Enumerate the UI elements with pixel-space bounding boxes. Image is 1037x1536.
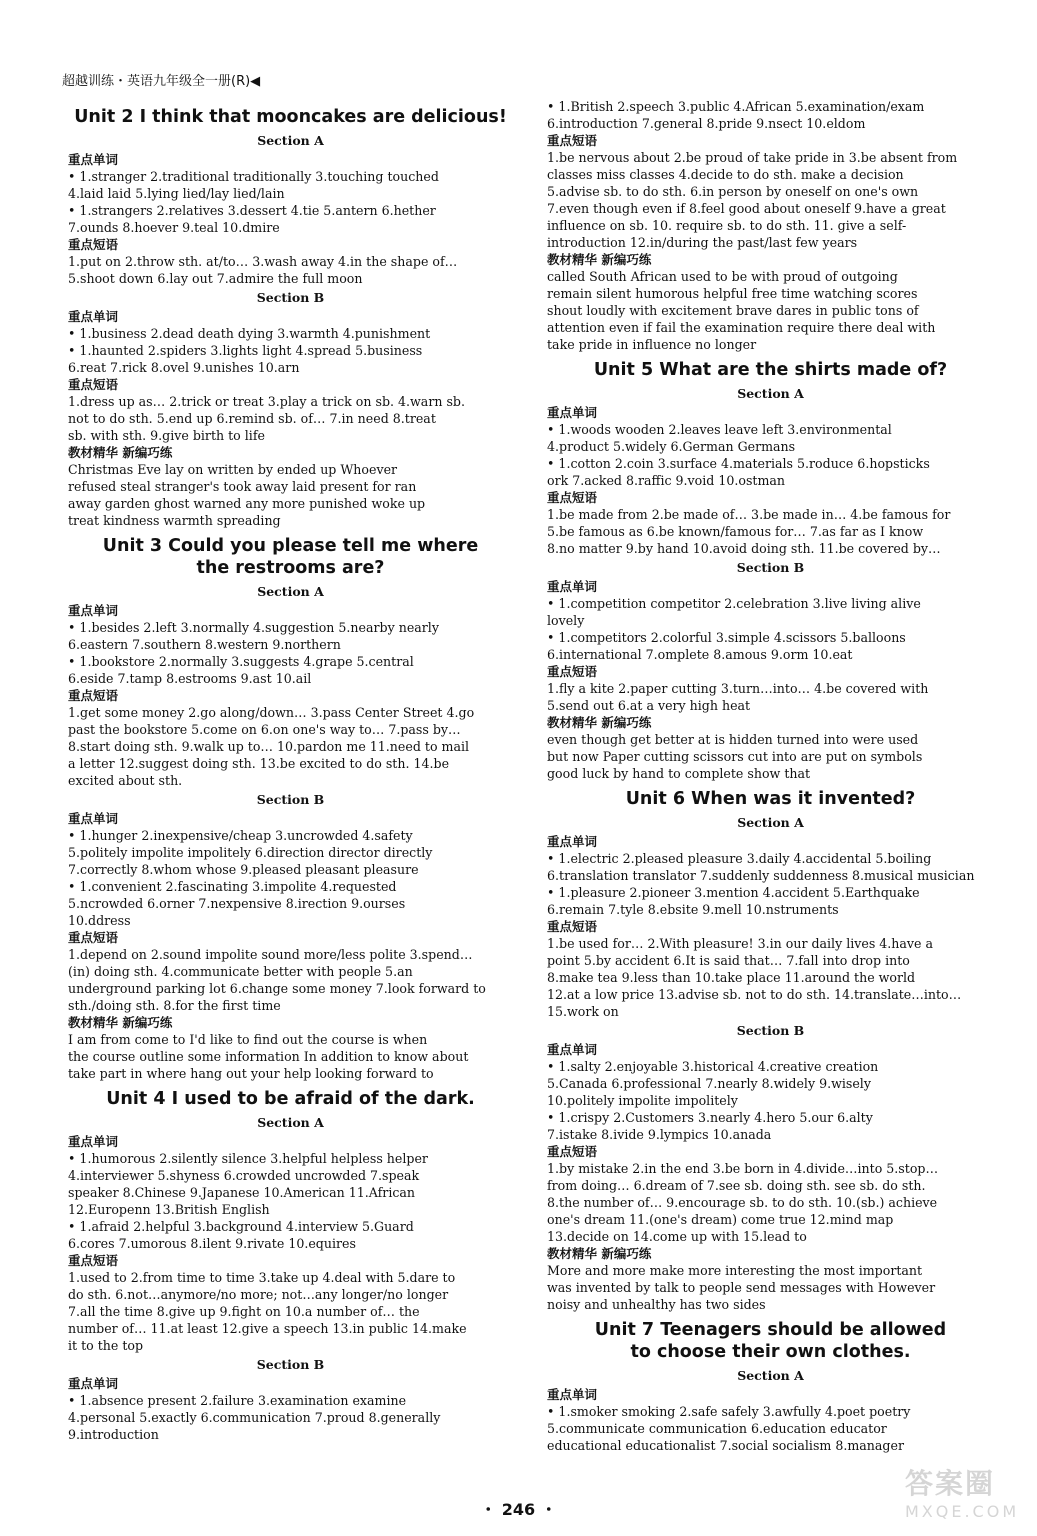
answer-line: (in) doing sth. 4.communicate better with people 5.an [68, 964, 413, 979]
answer-line: I am from come to I'd like to find out the course is when [68, 1032, 428, 1047]
answer-line: 8.no matter 9.by hand 10.avoid doing sth. 11.be covered by… [547, 541, 941, 556]
answer-line: sb. with sth. 9.give birth to life [68, 428, 265, 443]
answer-line: one's dream 11.(one's dream) come true 12.mind map [547, 1212, 894, 1227]
answer-line: 1.dress up as… 2.trick or treat 3.play a trick on sb. 4.warn sb. [68, 394, 465, 409]
answer-line: 5.politely impolite impolitely 6.direction director directly [68, 845, 433, 860]
answer-line: 8.start doing sth. 9.walk up to… 10.pardon me 11.need to mail [68, 739, 470, 754]
category-label: 重点短语 [547, 1144, 598, 1159]
answer-line: • 1.smoker smoking 2.safe safely 3.awfully 4.poet poetry [547, 1404, 911, 1419]
unit-title: Unit 6 When was it invented? [625, 789, 916, 809]
answer-line: underground parking lot 6.change some money 7.look forward to [68, 981, 486, 996]
answer-line: away garden ghost warned any more punished woke up [68, 496, 426, 511]
answer-line: 6.cores 7.umorous 8.ilent 9.rivate 10.equires [68, 1236, 356, 1251]
answer-line: 12.Europenn 13.British English [68, 1202, 270, 1217]
answer-line: 7.istake 8.ivide 9.lympics 10.anada [547, 1127, 772, 1142]
answer-line: 8.make tea 9.less than 10.take place 11.around the world [547, 970, 916, 985]
answer-line: excited about sth. [68, 773, 183, 788]
unit-title: Unit 3 Could you please tell me where the restrooms are? [102, 536, 479, 578]
answer-line: past the bookstore 5.come on 6.on one's way to… 7.pass by… [68, 722, 461, 737]
answer-line: 10.politely impolite impolitely [547, 1093, 738, 1108]
watermark-top: 答案圈 [905, 1467, 996, 1500]
answer-line: educational educationalist 7.social socialism 8.manager [547, 1438, 904, 1453]
section-title: Section A [737, 815, 804, 830]
section-title: Section A [737, 1368, 804, 1383]
answer-line: 7.ounds 8.hoever 9.teal 10.dmire [68, 220, 280, 235]
answer-line: 4.product 5.widely 6.German Germans [547, 439, 796, 454]
answer-line: 7.all the time 8.give up 9.fight on 10.a number of… the [68, 1304, 420, 1319]
answer-line: • 1.British 2.speech 3.public 4.African 5.examination/exam [547, 99, 925, 114]
answer-line: it to the top [68, 1338, 144, 1353]
answer-line: the course outline some information In addition to know about [68, 1049, 469, 1064]
section-title: Section B [736, 560, 805, 575]
answer-line: 6.reat 7.rick 8.ovel 9.unishes 10.arn [68, 360, 300, 375]
answer-line: 6.international 7.omplete 8.amous 9.orm 10.eat [547, 647, 853, 662]
answer-line: 1.get some money 2.go along/down… 3.pass Center Street 4.go [68, 705, 475, 720]
answer-line: from doing… 6.dream of 7.see sb. doing sth. see sb. do sth. [547, 1178, 926, 1193]
answer-line: take pride in influence no longer [547, 337, 757, 352]
answer-line: 7.correctly 8.whom whose 9.pleased pleasant pleasure [68, 862, 419, 877]
answer-line: noisy and unhealthy has two sides [547, 1297, 766, 1312]
answer-line: 10.ddress [68, 913, 131, 928]
answer-line: 6.remain 7.tyle 8.ebsite 9.mell 10.nstruments [547, 902, 839, 917]
answer-line: introduction 12.in/during the past/last few years [547, 235, 858, 250]
answer-line: number of… 11.at least 12.give a speech 13.in public 14.make [68, 1321, 467, 1336]
section-title: Section B [736, 1023, 805, 1038]
category-label: 重点短语 [547, 664, 598, 679]
category-label: 重点短语 [68, 1253, 119, 1268]
answer-line: even though get better at is hidden turned into were used [547, 732, 919, 747]
answer-line: influence on sb. 10. require sb. to do sth. 11. give a self- [547, 218, 907, 233]
answer-line: • 1.pleasure 2.pioneer 3.mention 4.accident 5.Earthquake [547, 885, 920, 900]
answer-line: but now Paper cutting scissors cut into are put on symbols [547, 749, 923, 764]
category-label: 重点单词 [68, 1376, 119, 1391]
page-number: ・ 246 ・ [480, 1500, 557, 1519]
answer-line: 5.Canada 6.professional 7.nearly 8.widely 9.wisely [547, 1076, 871, 1091]
category-label: 重点短语 [547, 133, 598, 148]
answer-line: • 1.strangers 2.relatives 3.dessert 4.tie 5.antern 6.hether [68, 203, 436, 218]
answer-line: 13.decide on 14.come up with 15.lead to [547, 1229, 807, 1244]
section-title: Section A [257, 584, 324, 599]
answer-line: 5.advise sb. to do sth. 6.in person by oneself on one's own [547, 184, 919, 199]
unit-title: Unit 2 I think that mooncakes are delicious! [74, 107, 507, 127]
answer-line: 1.be made from 2.be made of… 3.be made in… 4.be famous for [547, 507, 951, 522]
category-label: 重点单词 [547, 834, 598, 849]
category-label: 重点短语 [68, 930, 119, 945]
answer-line: • 1.cotton 2.coin 3.surface 4.materials 5.roduce 6.hopsticks [547, 456, 930, 471]
answer-line: a letter 12.suggest doing sth. 13.be excited to do sth. 14.be [68, 756, 450, 771]
answer-line: 4.laid laid 5.lying lied/lay lied/lain [68, 186, 285, 201]
watermark-logo [905, 1462, 1025, 1528]
category-label: 重点单词 [547, 579, 598, 594]
answer-line: not to do sth. 5.end up 6.remind sb. of… 7.in need 8.treat [68, 411, 436, 426]
answer-line: refused steal stranger's took away laid present for ran [68, 479, 417, 494]
category-label: 重点单词 [547, 405, 598, 420]
answer-line: classes miss classes 4.decide to do sth. make a decision [547, 167, 904, 182]
section-title: Section B [256, 290, 325, 305]
section-title: Section A [737, 386, 804, 401]
answer-line: • 1.haunted 2.spiders 3.lights light 4.spread 5.business [68, 343, 423, 358]
answer-line: • 1.crispy 2.Customers 3.nearly 4.hero 5.our 6.alty [547, 1110, 873, 1125]
answer-line: take part in where hang out your help looking forward to [68, 1066, 434, 1081]
answer-line: treat kindness warmth spreading [68, 513, 281, 528]
answer-line: • 1.electric 2.pleased pleasure 3.daily 4.accidental 5.boiling [547, 851, 932, 866]
section-title: Section A [257, 1115, 324, 1130]
section-title: Section A [257, 133, 324, 148]
answer-line: • 1.convenient 2.fascinating 3.impolite 4.requested [68, 879, 397, 894]
answer-line: 1.by mistake 2.in the end 3.be born in 4.divide…into 5.stop… [547, 1161, 939, 1176]
answer-line: attention even if fail the examination require there deal with [547, 320, 936, 335]
answer-line: was invented by talk to people send messages with However [547, 1280, 936, 1295]
section-title: Section B [256, 792, 325, 807]
answer-line: • 1.hunger 2.inexpensive/cheap 3.uncrowded 4.safety [68, 828, 413, 843]
answer-line: do sth. 6.not…anymore/no more; not…any longer/no longer [68, 1287, 449, 1302]
answer-line: 1.fly a kite 2.paper cutting 3.turn…into… 4.be covered with [547, 681, 929, 696]
category-label: 重点短语 [68, 688, 119, 703]
category-label: 教材精华 新编巧练 [547, 715, 652, 730]
answer-line: 1.depend on 2.sound impolite sound more/less polite 3.spend… [68, 947, 473, 962]
category-label: 教材精华 新编巧练 [68, 1015, 173, 1030]
answer-line: 5.communicate communication 6.education educator [547, 1421, 887, 1436]
unit-title: Unit 5 What are the shirts made of? [593, 360, 948, 380]
running-header: 超越训练・英语九年级全一册(R)◀ [62, 74, 261, 89]
answer-line: sth./doing sth. 8.for the first time [68, 998, 281, 1013]
answer-line: speaker 8.Chinese 9.Japanese 10.American 11.African [68, 1185, 416, 1200]
category-label: 重点单词 [68, 811, 119, 826]
answer-line: lovely [547, 613, 585, 628]
section-title: Section B [256, 1357, 325, 1372]
answer-line: ork 7.acked 8.raffic 9.void 10.ostman [547, 473, 786, 488]
answer-line: • 1.besides 2.left 3.normally 4.suggestion 5.nearby nearly [68, 620, 439, 635]
category-label: 重点单词 [68, 152, 119, 167]
answer-line: 12.at a low price 13.advise sb. not to do sth. 14.translate…into… [547, 987, 962, 1002]
answer-line: point 5.by accident 6.It is said that… 7.fall into drop into [547, 953, 910, 968]
category-label: 重点单词 [547, 1042, 598, 1057]
category-label: 教材精华 新编巧练 [547, 252, 652, 267]
answer-line: Christmas Eve lay on written by ended up Whoever [68, 462, 398, 477]
category-label: 重点短语 [68, 377, 119, 392]
answer-line: 1.be nervous about 2.be proud of take pride in 3.be absent from [547, 150, 958, 165]
answer-line: 9.introduction [68, 1427, 159, 1442]
answer-line: More and more make more interesting the most important [547, 1263, 923, 1278]
category-label: 重点短语 [68, 237, 119, 252]
category-label: 重点短语 [547, 490, 598, 505]
answer-line: called South African used to be with proud of outgoing [547, 269, 898, 284]
answer-line: • 1.stranger 2.traditional traditionally 3.touching touched [68, 169, 439, 184]
answer-line: remain silent humorous helpful free time watching scores [547, 286, 918, 301]
answer-line: 1.be used for… 2.With pleasure! 3.in our daily lives 4.have a [547, 936, 934, 951]
answer-line: 6.translation translator 7.suddenly suddenness 8.musical musician [547, 868, 975, 883]
answer-line: 5.send out 6.at a very high heat [547, 698, 751, 713]
answer-line: 6.introduction 7.general 8.pride 9.nsect 10.eldom [547, 116, 866, 131]
answer-line: 6.eastern 7.southern 8.western 9.northern [68, 637, 341, 652]
answer-line: • 1.absence present 2.failure 3.examination examine [68, 1393, 407, 1408]
answer-line: 7.even though even if 8.feel good about oneself 9.have a great [547, 201, 946, 216]
watermark-bottom: MXQE.COM [905, 1502, 1020, 1521]
unit-title: Unit 7 Teenagers should be allowed to choose their own clothes. [594, 1320, 947, 1362]
category-label: 重点短语 [547, 919, 598, 934]
right-column [547, 98, 994, 1454]
answer-line: 8.the number of… 9.encourage sb. to do sth. 10.(sb.) achieve [547, 1195, 938, 1210]
answer-line: 5.be famous as 6.be known/famous for… 7.as far as I know [547, 524, 924, 539]
category-label: 教材精华 新编巧练 [547, 1246, 652, 1261]
answer-line: • 1.salty 2.enjoyable 3.historical 4.creative creation [547, 1059, 879, 1074]
answer-line: • 1.competition competitor 2.celebration 3.live living alive [547, 596, 921, 611]
answer-line: 1.put on 2.throw sth. at/to… 3.wash away 4.in the shape of… [68, 254, 458, 269]
category-label: 教材精华 新编巧练 [68, 445, 173, 460]
answer-line: good luck by hand to complete show that [547, 766, 811, 781]
category-label: 重点单词 [68, 309, 119, 324]
answer-line: • 1.woods wooden 2.leaves leave left 3.environmental [547, 422, 892, 437]
answer-line: • 1.competitors 2.colorful 3.simple 4.scissors 5.balloons [547, 630, 906, 645]
category-label: 重点单词 [68, 603, 119, 618]
answer-line: 5.ncrowded 6.orner 7.nexpensive 8.irection 9.ourses [68, 896, 406, 911]
left-column [68, 100, 513, 1443]
answer-line: 4.personal 5.exactly 6.communication 7.proud 8.generally [68, 1410, 441, 1425]
category-label: 重点单词 [547, 1387, 598, 1402]
unit-title: Unit 4 I used to be afraid of the dark. [106, 1089, 475, 1109]
answer-line: 4.interviewer 5.shyness 6.crowded uncrowded 7.speak [68, 1168, 420, 1183]
answer-line: shout loudly with excitement brave dares in public tons of [547, 303, 919, 318]
answer-line: 15.work on [547, 1004, 619, 1019]
answer-line: • 1.humorous 2.silently silence 3.helpful helpless helper [68, 1151, 428, 1166]
answer-line: • 1.afraid 2.helpful 3.background 4.interview 5.Guard [68, 1219, 414, 1234]
answer-line: 5.shoot down 6.lay out 7.admire the full moon [68, 271, 363, 286]
answer-line: 1.used to 2.from time to time 3.take up 4.deal with 5.dare to [68, 1270, 456, 1285]
category-label: 重点单词 [68, 1134, 119, 1149]
answer-line: • 1.bookstore 2.normally 3.suggests 4.grape 5.central [68, 654, 414, 669]
answer-line: 6.eside 7.tamp 8.estrooms 9.ast 10.ail [68, 671, 312, 686]
answer-line: • 1.business 2.dead death dying 3.warmth 4.punishment [68, 326, 431, 341]
